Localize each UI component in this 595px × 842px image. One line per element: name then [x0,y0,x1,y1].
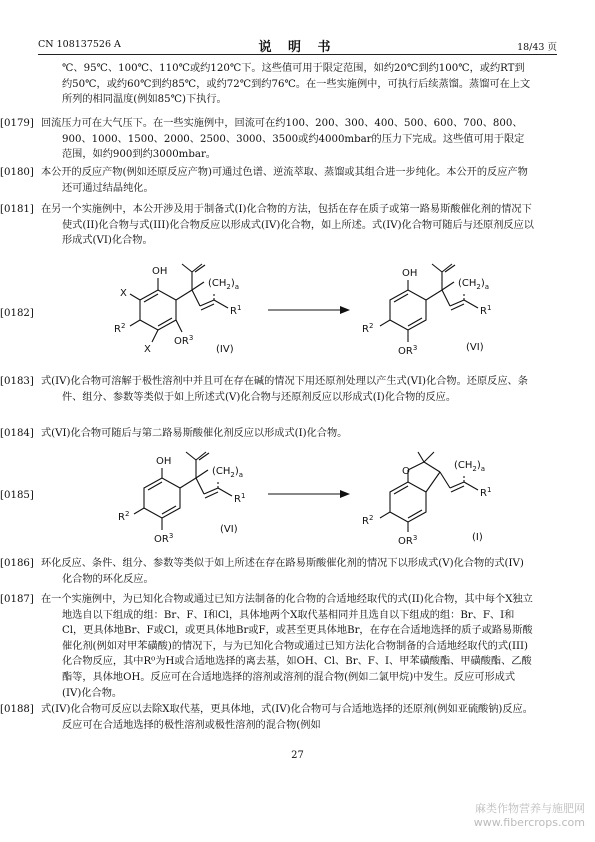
reaction-scheme-1 [100,252,540,370]
page-header [38,36,557,55]
paragraph-text: 在一个实施例中，为已知化合物或通过已知方法制备的化合物的合适地经取代的式(II)化合物，其中每个X独立地选自以下组成的组：Br、F、I和Cl，具体地两个X取代基相同并且选自以下组成的组：Br、F、I和Cl，更具体地Br、F或Cl，或更具体地Br或F，或甚至更具体地Br，在存在合适地选择的质子或路易斯酸催化剂(例如对甲苯磺酸)的情况下，与为已知化合物或通过已知方法化合物制备的合适地经取代的式(III)化合物反应，其中R⁰为H或合适地选择的离去基，如OH、Cl、Br、F、I、甲苯磺酸酯、甲磺酸酯、乙酸酯等，具体地OH。反应可在合适地选择的溶剂或溶剂的混合物(例如二氯甲烷)中发生。反应可形成式(IV)化合物。 [41,594,533,699]
svg-text:R1: $R^1$ [480,304,492,317]
watermark-url: www.fibercrops.com [473,816,585,829]
x-label-2: X [144,344,151,355]
compound-iv-label: (IV) [216,344,234,355]
svg-text:(CH2)a: $(CH_2)_a$ [454,460,486,473]
x-label: X [120,288,127,299]
svg-text:(CH2)a: $(CH_2)_a$ [208,278,240,291]
or3-label: OR [174,336,189,347]
intro-text: ℃、95℃、100℃、110℃或约120℃下。这些值可用于限定范围，如约20℃到约100℃，或约RT到约50℃，或约60℃到约85℃，或约72℃到约76℃。在一些实施例中，可执行后续蒸馏。蒸馏可在上文所列的相同温度(例如85℃)下执行。 [62,63,531,106]
r1-label: R [230,306,237,317]
r1-sup: 1 [236,304,242,312]
paragraph-number: [0179] [0,118,34,129]
compound-vi-label-2: (VI) [220,524,238,535]
ch2-label: (CH [208,278,227,289]
paragraph-0188 [0,702,534,733]
o-ring-label: O [402,466,410,477]
svg-text:OR3 [174,334,193,347]
svg-text:R2: $R^2$ [362,514,374,527]
paragraph-0187 [0,592,534,701]
paragraph-number: [0186] [0,558,34,569]
paragraph-0179 [0,116,534,163]
paragraph-0186 [0,556,534,587]
svg-text:OH: OH [156,456,172,467]
paragraph-text: 式(IV)化合物可反应以去除X取代基，更具体地，式(IV)化合物可与合适地选择的还原剂(例如亚硫酸钠)反应。反应可在合适地选择的极性溶剂或极性溶剂的混合物(例如 [41,704,533,731]
r2-sup: 2 [120,322,126,330]
or3-label-r: OR [398,346,413,357]
r2-label-r: R [362,324,369,335]
or3-sup: 3 [188,334,194,342]
paragraph-number: [0182] [0,308,34,319]
oh-label: OH [152,266,168,277]
paragraph-0180 [0,165,534,196]
document-title: 说 明 书 [258,40,337,55]
paragraph-0181 [0,202,534,249]
svg-text:R1 [230,304,241,317]
svg-text:R2 [114,322,125,335]
reaction-scheme-2 [100,444,540,552]
compound-i-label: (I) [472,532,483,543]
paragraph-number: [0185] [0,490,34,501]
paragraph-number: [0183] [0,376,34,387]
svg-text:(CH2)a: $(CH_2)_a$ [212,466,244,479]
svg-text:(CH2)a: $(CH_2)_a$ [458,278,490,291]
svg-text:R1: $R^1$ [234,492,246,505]
paragraph-0184 [0,426,534,442]
svg-text:R2: $R^2$ [362,322,374,335]
paragraph-text: 式(VI)化合物可随后与第二路易斯酸催化剂反应以形成式(I)化合物。 [41,428,348,439]
paragraph-number: [0187] [0,594,34,605]
paragraph-text: 环化反应、条件、组分、参数等类似于如上所述在存在路易斯酸催化剂的情况下以形成式(V)化合物的式(IV)化合物的环化反应。 [41,558,524,585]
paragraph-text: 在另一个实施例中，本公开涉及用于制备式(I)化合物的方法，包括在存在质子或第一路易斯酸催化剂的情况下使式(II)化合物与式(III)化合物反应以形成式(IV)化合物，如上所述。式(IV)化合物可随后与还原剂反应以形成式(VI)化合物。 [41,204,534,247]
paragraph-text: 式(IV)化合物可溶解于极性溶剂中并且可在存在碱的情况下用还原剂处理以产生式(VI)化合物。还原反应、条件、组分、参数等类似于如上所述式(V)化合物与还原剂反应以形成式(I)化合物的反应。 [41,376,528,403]
paragraph-text: 回流压力可在大气压下。在一些实施例中，回流可在约100、200、300、400、500、600、700、800、900、1000、1500、2000、2500、3000、3500或约4000mbar的压力下完成。这些值可用于限定范围，如约900到约3000mbar。 [41,118,525,161]
paragraph-text: 本公开的反应产物(例如还原反应产物)可通过色谱、逆流萃取、蒸馏或其组合进一步纯化。本公开的反应产物还可通过结晶纯化。 [41,167,528,194]
svg-text:OR3: $OR^3$ [398,344,418,357]
watermark [474,802,585,830]
paragraph-number: [0180] [0,167,34,178]
patent-number: CN 108137526 A [38,39,121,50]
ch2-sub: 2 [226,283,231,291]
paragraph-0183 [0,374,534,405]
compound-vi-label: (VI) [466,342,484,353]
a-sub: a [234,283,240,291]
oh-label-r: OH [402,268,418,279]
svg-text:R2: $R^2$ [118,510,130,523]
page-number: 27 [291,750,304,761]
svg-text:OR3: $OR^3$ [154,532,174,545]
paragraph-number: [0181] [0,204,34,215]
paragraph-number: [0184] [0,428,34,439]
paragraph-number: [0188] [0,704,34,715]
watermark-title: 麻类作物营养与施肥网 [475,802,585,815]
svg-text:OR3: $OR^3$ [398,534,418,547]
page-indicator: 18/43 页 [517,42,557,53]
svg-text:R1: $R^1$ [480,486,492,499]
r2-label: R [114,324,121,335]
